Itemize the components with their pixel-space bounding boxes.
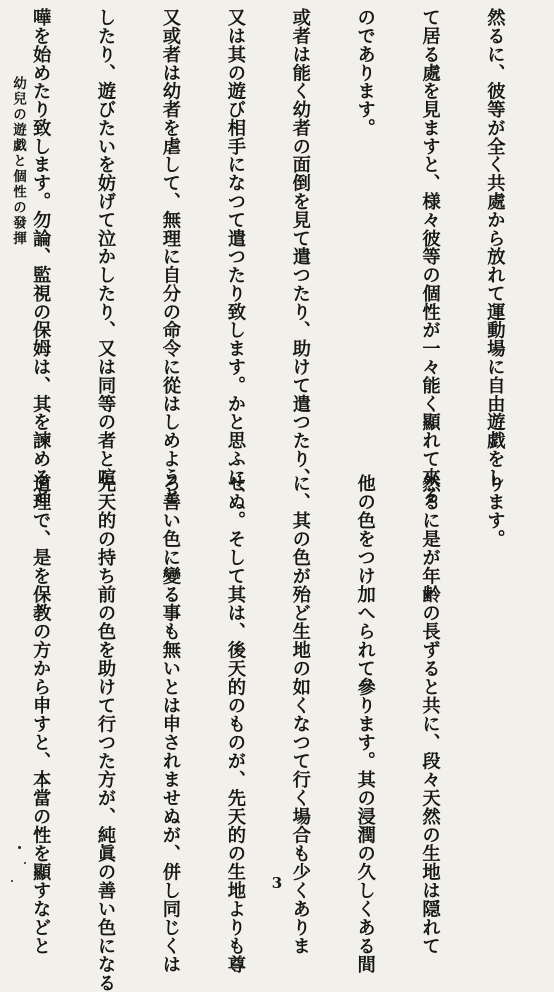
text-line: 道理で、是を保教の方から申すと、本當の性を顯すなどと	[30, 474, 52, 955]
block-divider	[60, 458, 538, 459]
print-speck	[24, 862, 26, 864]
text-line: 又は其の遊び相手になつて遣つたり致します。かと思ふに、	[224, 8, 246, 505]
text-line: 或者は能く幼者の面倒を見て遣つたり、助けて遣つたり、	[289, 8, 311, 487]
print-speck	[18, 846, 21, 849]
running-head: 幼兒の遊戯と個性の發揮	[10, 76, 26, 247]
text-line: 然るに是が年齢の長ずると共に、段々天然の生地は隠れて	[419, 474, 441, 955]
text-line: ります。	[484, 474, 506, 548]
text-line: したり、遊びたいを妨げて泣かしたり、又は同等の者と喧	[95, 8, 117, 487]
text-line: 又或者は幼者を虐して、無理に自分の命令に從はしめようと	[159, 8, 181, 505]
text-line: て居る處を見ますと、様々彼等の個性が一々能く顯れて來る	[419, 8, 441, 505]
page-number: 3	[271, 874, 283, 892]
text-line: 他の色をつけ加へられて參ります。其の浸潤の久しくある間	[354, 474, 376, 974]
text-line: 然るに、彼等が全く共處から放れて運動場に自由遊戯をし	[484, 8, 506, 487]
text-line: 嘩を始めたり致します。勿論、監視の保姆は、其を諫めると	[30, 8, 52, 505]
text-line: 先天的の持ち前の色を助けて行つた方が、純眞の善い色になる	[95, 474, 117, 992]
print-speck	[11, 880, 13, 882]
bottom-text-block	[0, 474, 540, 992]
text-line: ろ善い色に變る事も無いとは申されませぬが、併し同じくは	[159, 474, 181, 974]
text-line: に、其の色が殆ど生地の如くなつて行く場合も少くありま	[289, 474, 311, 955]
text-line: のであります。	[354, 8, 376, 137]
text-line: せぬ。そして其は、後天的のものが、先天的の生地よりも尊	[224, 474, 246, 974]
top-text-block	[0, 8, 540, 505]
